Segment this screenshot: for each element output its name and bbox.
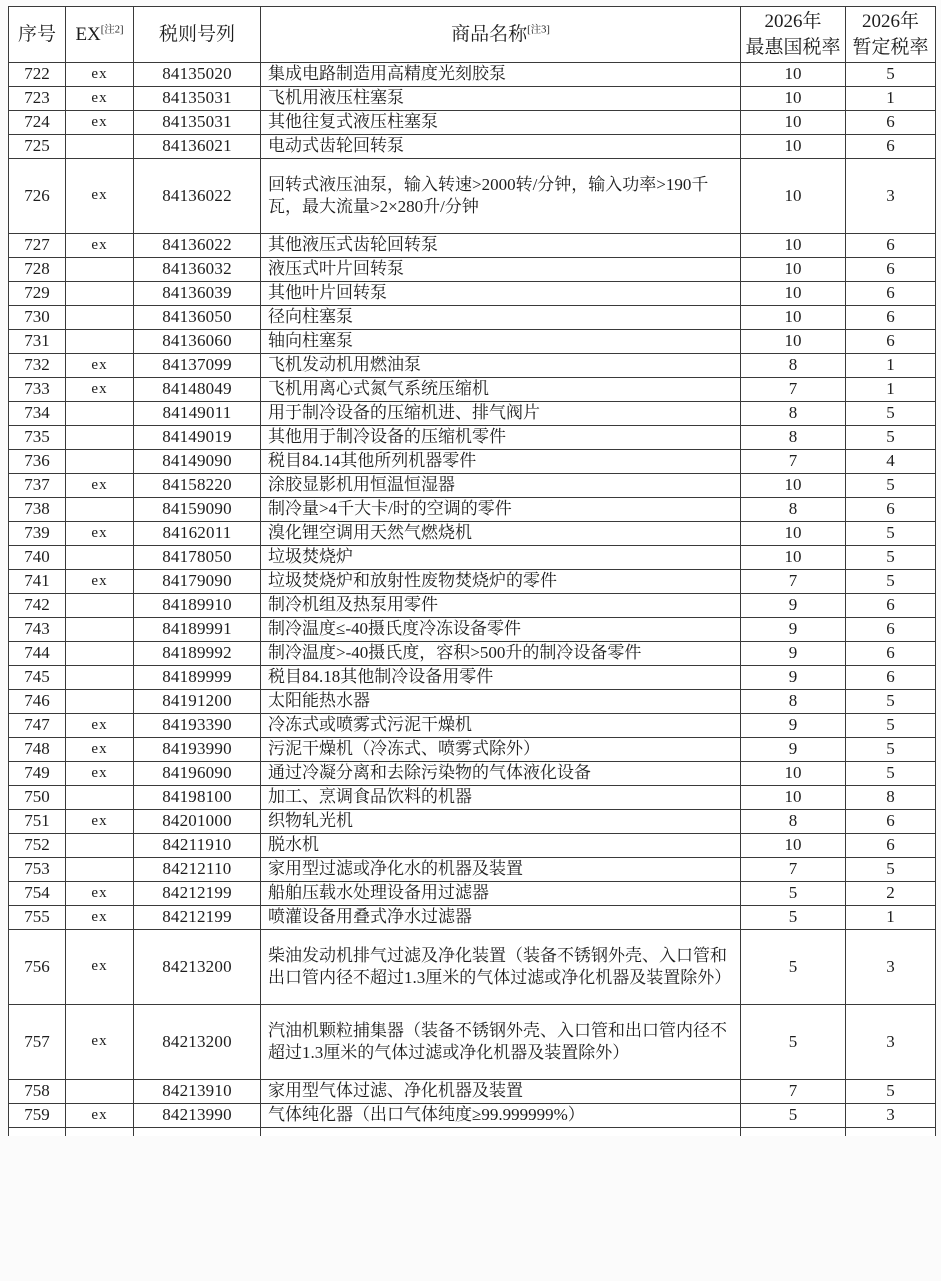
cell-mfn-rate: 8 bbox=[741, 402, 846, 426]
column-header-product-name bbox=[261, 7, 741, 63]
cell-provisional-rate: 5 bbox=[846, 426, 936, 450]
cell-ex-mark bbox=[66, 666, 134, 690]
cell-provisional-rate: 5 bbox=[846, 522, 936, 546]
cell-provisional-rate: 6 bbox=[846, 234, 936, 258]
cell-provisional-rate: 3 bbox=[846, 1005, 936, 1080]
cell-mfn-rate: 9 bbox=[741, 738, 846, 762]
cell-mfn-rate: 10 bbox=[741, 762, 846, 786]
cell-provisional-rate: 5 bbox=[846, 690, 936, 714]
cell-ex-mark: ex bbox=[66, 762, 134, 786]
cell-mfn-rate: 10 bbox=[741, 474, 846, 498]
cell-provisional-rate: 6 bbox=[846, 330, 936, 354]
table-row[interactable] bbox=[9, 234, 936, 258]
cell-tariff-code: 84213200 bbox=[134, 930, 261, 1005]
cell-sequence-number: 723 bbox=[9, 87, 66, 111]
cell-sequence-number: 727 bbox=[9, 234, 66, 258]
cell-ex-mark bbox=[66, 642, 134, 666]
cell-product-name: 径向柱塞泵 bbox=[261, 306, 741, 330]
cell-mfn-rate: 5 bbox=[741, 930, 846, 1005]
table-row[interactable] bbox=[9, 618, 936, 642]
cell-sequence-number: 733 bbox=[9, 378, 66, 402]
cell-mfn-rate: 10 bbox=[741, 258, 846, 282]
cell-sequence-number: 741 bbox=[9, 570, 66, 594]
cell-tariff-code: 84189992 bbox=[134, 642, 261, 666]
cell-mfn-rate: 7 bbox=[741, 1080, 846, 1104]
cell-product-name: 冷冻式或喷雾式污泥干燥机 bbox=[261, 714, 741, 738]
table-row[interactable] bbox=[9, 810, 936, 834]
cell-product-name: 电动式齿轮回转泵 bbox=[261, 135, 741, 159]
cell-sequence-number: 742 bbox=[9, 594, 66, 618]
cell-sequence-number: 730 bbox=[9, 306, 66, 330]
table-row[interactable] bbox=[9, 762, 936, 786]
cell-tariff-code: 84211910 bbox=[134, 834, 261, 858]
cell-mfn-rate: 7 bbox=[741, 858, 846, 882]
cell-sequence-number: 722 bbox=[9, 63, 66, 87]
cell-provisional-rate: 6 bbox=[846, 498, 936, 522]
header-row bbox=[9, 7, 936, 63]
table-row[interactable] bbox=[9, 858, 936, 882]
cell-sequence-number: 754 bbox=[9, 882, 66, 906]
cell-provisional-rate: 1 bbox=[846, 378, 936, 402]
table-row[interactable] bbox=[9, 282, 936, 306]
cell-product-name: 飞机发动机用燃油泵 bbox=[261, 354, 741, 378]
cell-provisional-rate: 5 bbox=[846, 858, 936, 882]
table-row[interactable] bbox=[9, 135, 936, 159]
cell-ex-mark bbox=[66, 282, 134, 306]
cell-sequence-number: 756 bbox=[9, 930, 66, 1005]
cell-product-name: 气体纯化器（出口气体纯度≥99.999999%） bbox=[261, 1104, 741, 1128]
cell-ex-mark bbox=[66, 834, 134, 858]
cell-mfn-rate: 10 bbox=[741, 87, 846, 111]
cell-provisional-rate: 1 bbox=[846, 354, 936, 378]
cell-tariff-code: 84149019 bbox=[134, 426, 261, 450]
cell-provisional-rate: 6 bbox=[846, 594, 936, 618]
cell-product-name: 脱水机 bbox=[261, 834, 741, 858]
cell-sequence-number: 732 bbox=[9, 354, 66, 378]
cell-mfn-rate: 10 bbox=[741, 522, 846, 546]
cell-product-name: 家用型气体过滤、净化机器及装置 bbox=[261, 1080, 741, 1104]
cell-mfn-rate: 10 bbox=[741, 159, 846, 234]
cell-sequence-number: 750 bbox=[9, 786, 66, 810]
cell-provisional-rate: 2 bbox=[846, 882, 936, 906]
cell-tariff-code: 84136060 bbox=[134, 330, 261, 354]
cell-mfn-rate: 9 bbox=[741, 714, 846, 738]
cell-tariff-code: 84149011 bbox=[134, 402, 261, 426]
table-row[interactable] bbox=[9, 714, 936, 738]
cell-tariff-code: 84178050 bbox=[134, 546, 261, 570]
cell-sequence-number: 753 bbox=[9, 858, 66, 882]
cell-sequence-number: 737 bbox=[9, 474, 66, 498]
cell-ex-mark: ex bbox=[66, 1005, 134, 1080]
cell-tariff-code: 84213200 bbox=[134, 1005, 261, 1080]
cell-ex-mark bbox=[66, 690, 134, 714]
cell-ex-mark bbox=[66, 258, 134, 282]
cell-ex-mark bbox=[66, 402, 134, 426]
cell-provisional-rate: 1 bbox=[846, 906, 936, 930]
cell-product-name: 飞机用离心式氮气系统压缩机 bbox=[261, 378, 741, 402]
cell-mfn-rate bbox=[741, 1128, 846, 1137]
cell-sequence-number: 726 bbox=[9, 159, 66, 234]
cell-tariff-code: 84201000 bbox=[134, 810, 261, 834]
table-row[interactable] bbox=[9, 354, 936, 378]
cell-product-name: 溴化锂空调用天然气燃烧机 bbox=[261, 522, 741, 546]
cell-tariff-code: 84189910 bbox=[134, 594, 261, 618]
cell-sequence-number: 746 bbox=[9, 690, 66, 714]
cell-product-name: 涂胶显影机用恒温恒湿器 bbox=[261, 474, 741, 498]
cell-mfn-rate: 10 bbox=[741, 63, 846, 87]
cell-product-name: 制冷温度>-40摄氏度，容积>500升的制冷设备零件 bbox=[261, 642, 741, 666]
cell-provisional-rate: 4 bbox=[846, 450, 936, 474]
cell-ex-mark: ex bbox=[66, 882, 134, 906]
cell-mfn-rate: 7 bbox=[741, 378, 846, 402]
cell-tariff-code: 84136022 bbox=[134, 234, 261, 258]
cell-tariff-code: 84212199 bbox=[134, 906, 261, 930]
cell-ex-mark: ex bbox=[66, 474, 134, 498]
cell-tariff-code: 84135031 bbox=[134, 87, 261, 111]
cell-tariff-code: 84213910 bbox=[134, 1080, 261, 1104]
cell-product-name: 用于制冷设备的压缩机进、排气阀片 bbox=[261, 402, 741, 426]
cell-tariff-code: 84213990 bbox=[134, 1104, 261, 1128]
cell-mfn-rate: 10 bbox=[741, 111, 846, 135]
cell-tariff-code: 84212110 bbox=[134, 858, 261, 882]
cell-product-name: 织物轧光机 bbox=[261, 810, 741, 834]
cell-product-name: 污泥干燥机（冷冻式、喷雾式除外） bbox=[261, 738, 741, 762]
cell-product-name: 柴油发动机排气过滤及净化装置（装备不锈钢外壳、入口管和出口管内径不超过1.3厘米的气体过滤或净化机器及装置除外） bbox=[261, 930, 741, 1005]
cell-product-name: 制冷量>4千大卡/时的空调的零件 bbox=[261, 498, 741, 522]
cell-tariff-code: 84191200 bbox=[134, 690, 261, 714]
cell-product-name: 其他用于制冷设备的压缩机零件 bbox=[261, 426, 741, 450]
column-header-provisional-year: 2026年 bbox=[861, 11, 919, 33]
cell-provisional-rate: 5 bbox=[846, 738, 936, 762]
cell-sequence-number: 743 bbox=[9, 618, 66, 642]
cell-tariff-code: 84158220 bbox=[134, 474, 261, 498]
table-row[interactable] bbox=[9, 330, 936, 354]
cell-provisional-rate: 6 bbox=[846, 666, 936, 690]
cell-mfn-rate: 9 bbox=[741, 594, 846, 618]
cell-tariff-code: 84193990 bbox=[134, 738, 261, 762]
cell-ex-mark: ex bbox=[66, 810, 134, 834]
cell-sequence-number bbox=[9, 1128, 66, 1137]
cell-mfn-rate: 10 bbox=[741, 234, 846, 258]
column-header-product-name-label: 商品名称 bbox=[451, 23, 528, 45]
cell-ex-mark bbox=[66, 546, 134, 570]
cell-product-name: 垃圾焚烧炉和放射性废物焚烧炉的零件 bbox=[261, 570, 741, 594]
column-header-tariff-code bbox=[134, 7, 261, 63]
table-row[interactable] bbox=[9, 306, 936, 330]
cell-tariff-code: 84179090 bbox=[134, 570, 261, 594]
cell-ex-mark bbox=[66, 618, 134, 642]
cell-tariff-code: 84136032 bbox=[134, 258, 261, 282]
cell-mfn-rate: 7 bbox=[741, 570, 846, 594]
cell-product-name: 其他液压式齿轮回转泵 bbox=[261, 234, 741, 258]
cell-ex-mark: ex bbox=[66, 111, 134, 135]
column-header-mfn-label: 最惠国税率 bbox=[745, 36, 841, 58]
cell-product-name: 税目84.18其他制冷设备用零件 bbox=[261, 666, 741, 690]
cell-sequence-number: 729 bbox=[9, 282, 66, 306]
cell-provisional-rate: 5 bbox=[846, 402, 936, 426]
cell-product-name: 喷灌设备用叠式净水过滤器 bbox=[261, 906, 741, 930]
cell-provisional-rate: 5 bbox=[846, 546, 936, 570]
cell-ex-mark bbox=[66, 498, 134, 522]
table-row[interactable] bbox=[9, 738, 936, 762]
cell-tariff-code bbox=[134, 1128, 261, 1137]
cell-mfn-rate: 9 bbox=[741, 618, 846, 642]
column-header-mfn-year: 2026年 bbox=[764, 11, 822, 33]
cell-ex-mark: ex bbox=[66, 714, 134, 738]
cell-ex-mark bbox=[66, 594, 134, 618]
cell-product-name: 其他往复式液压柱塞泵 bbox=[261, 111, 741, 135]
cell-ex-mark bbox=[66, 135, 134, 159]
cell-mfn-rate: 7 bbox=[741, 450, 846, 474]
cell-tariff-code: 84162011 bbox=[134, 522, 261, 546]
cell-sequence-number: 751 bbox=[9, 810, 66, 834]
cell-sequence-number: 758 bbox=[9, 1080, 66, 1104]
table-row[interactable] bbox=[9, 594, 936, 618]
cell-product-name: 通过冷凝分离和去除污染物的气体液化设备 bbox=[261, 762, 741, 786]
column-header-provisional-label: 暂定税率 bbox=[852, 36, 929, 58]
cell-tariff-code: 84135020 bbox=[134, 63, 261, 87]
table-row[interactable] bbox=[9, 474, 936, 498]
column-header-product-name-note: [注3] bbox=[527, 24, 550, 36]
cell-tariff-code: 84189991 bbox=[134, 618, 261, 642]
cell-sequence-number: 748 bbox=[9, 738, 66, 762]
cell-tariff-code: 84193390 bbox=[134, 714, 261, 738]
cell-provisional-rate: 5 bbox=[846, 63, 936, 87]
table-row[interactable] bbox=[9, 834, 936, 858]
cell-provisional-rate: 6 bbox=[846, 642, 936, 666]
cell-mfn-rate: 10 bbox=[741, 282, 846, 306]
table-row[interactable] bbox=[9, 498, 936, 522]
table-row[interactable] bbox=[9, 63, 936, 87]
column-header-ex-label: EX bbox=[75, 23, 101, 45]
cell-ex-mark: ex bbox=[66, 570, 134, 594]
cell-sequence-number: 752 bbox=[9, 834, 66, 858]
cell-mfn-rate: 9 bbox=[741, 642, 846, 666]
cell-product-name: 汽油机颗粒捕集器（装备不锈钢外壳、入口管和出口管内径不超过1.3厘米的气体过滤或净化机器及装置除外） bbox=[261, 1005, 741, 1080]
cell-mfn-rate: 5 bbox=[741, 906, 846, 930]
cell-ex-mark: ex bbox=[66, 522, 134, 546]
cell-provisional-rate: 6 bbox=[846, 282, 936, 306]
table-row[interactable] bbox=[9, 546, 936, 570]
cell-tariff-code: 84198100 bbox=[134, 786, 261, 810]
table-row[interactable] bbox=[9, 1104, 936, 1128]
cell-ex-mark bbox=[66, 450, 134, 474]
cell-sequence-number: 731 bbox=[9, 330, 66, 354]
cell-tariff-code: 84189999 bbox=[134, 666, 261, 690]
cell-tariff-code: 84149090 bbox=[134, 450, 261, 474]
cell-ex-mark bbox=[66, 1128, 134, 1137]
cell-provisional-rate: 5 bbox=[846, 474, 936, 498]
table-row[interactable] bbox=[9, 930, 936, 1005]
cell-provisional-rate: 3 bbox=[846, 1104, 936, 1128]
cell-product-name bbox=[261, 1128, 741, 1137]
cell-provisional-rate: 5 bbox=[846, 1080, 936, 1104]
table-row[interactable] bbox=[9, 570, 936, 594]
cell-sequence-number: 757 bbox=[9, 1005, 66, 1080]
cell-product-name: 加工、烹调食品饮料的机器 bbox=[261, 786, 741, 810]
cell-tariff-code: 84135031 bbox=[134, 111, 261, 135]
cell-sequence-number: 725 bbox=[9, 135, 66, 159]
cell-mfn-rate: 8 bbox=[741, 354, 846, 378]
cell-provisional-rate: 6 bbox=[846, 135, 936, 159]
cell-ex-mark: ex bbox=[66, 378, 134, 402]
cell-mfn-rate: 10 bbox=[741, 306, 846, 330]
cell-sequence-number: 759 bbox=[9, 1104, 66, 1128]
table-row[interactable] bbox=[9, 258, 936, 282]
cell-product-name: 轴向柱塞泵 bbox=[261, 330, 741, 354]
table-row[interactable] bbox=[9, 882, 936, 906]
cell-mfn-rate: 5 bbox=[741, 1104, 846, 1128]
cell-product-name: 制冷机组及热泵用零件 bbox=[261, 594, 741, 618]
cell-mfn-rate: 10 bbox=[741, 786, 846, 810]
table-header bbox=[9, 7, 936, 63]
cell-sequence-number: 724 bbox=[9, 111, 66, 135]
cell-provisional-rate: 1 bbox=[846, 87, 936, 111]
cell-sequence-number: 728 bbox=[9, 258, 66, 282]
cell-mfn-rate: 5 bbox=[741, 882, 846, 906]
cell-sequence-number: 740 bbox=[9, 546, 66, 570]
cell-provisional-rate bbox=[846, 1128, 936, 1137]
cell-ex-mark bbox=[66, 858, 134, 882]
cell-mfn-rate: 8 bbox=[741, 690, 846, 714]
cell-product-name: 太阳能热水器 bbox=[261, 690, 741, 714]
table-row[interactable] bbox=[9, 426, 936, 450]
cell-mfn-rate: 10 bbox=[741, 546, 846, 570]
table-row[interactable] bbox=[9, 1080, 936, 1104]
cell-sequence-number: 736 bbox=[9, 450, 66, 474]
table-row[interactable] bbox=[9, 402, 936, 426]
cell-product-name: 飞机用液压柱塞泵 bbox=[261, 87, 741, 111]
cell-ex-mark: ex bbox=[66, 354, 134, 378]
table-row[interactable] bbox=[9, 1005, 936, 1080]
cell-mfn-rate: 8 bbox=[741, 426, 846, 450]
table-row[interactable] bbox=[9, 378, 936, 402]
cell-provisional-rate: 6 bbox=[846, 810, 936, 834]
cell-ex-mark: ex bbox=[66, 738, 134, 762]
cell-tariff-code: 84136022 bbox=[134, 159, 261, 234]
cell-provisional-rate: 6 bbox=[846, 618, 936, 642]
cell-sequence-number: 739 bbox=[9, 522, 66, 546]
cell-provisional-rate: 5 bbox=[846, 714, 936, 738]
cell-mfn-rate: 10 bbox=[741, 135, 846, 159]
cell-product-name: 船舶压载水处理设备用过滤器 bbox=[261, 882, 741, 906]
cell-sequence-number: 745 bbox=[9, 666, 66, 690]
cell-provisional-rate: 3 bbox=[846, 930, 936, 1005]
table-row[interactable] bbox=[9, 666, 936, 690]
cell-ex-mark: ex bbox=[66, 930, 134, 1005]
cell-mfn-rate: 5 bbox=[741, 1005, 846, 1080]
cell-tariff-code: 84148049 bbox=[134, 378, 261, 402]
cell-ex-mark: ex bbox=[66, 159, 134, 234]
cell-provisional-rate: 8 bbox=[846, 786, 936, 810]
cell-product-name: 家用型过滤或净化水的机器及装置 bbox=[261, 858, 741, 882]
cell-provisional-rate: 3 bbox=[846, 159, 936, 234]
cell-tariff-code: 84137099 bbox=[134, 354, 261, 378]
cell-sequence-number: 755 bbox=[9, 906, 66, 930]
table-row[interactable] bbox=[9, 786, 936, 810]
table-row[interactable] bbox=[9, 1128, 936, 1137]
cell-product-name: 其他叶片回转泵 bbox=[261, 282, 741, 306]
cell-provisional-rate: 5 bbox=[846, 762, 936, 786]
cell-sequence-number: 734 bbox=[9, 402, 66, 426]
cell-provisional-rate: 5 bbox=[846, 570, 936, 594]
cell-tariff-code: 84212199 bbox=[134, 882, 261, 906]
cell-provisional-rate: 6 bbox=[846, 834, 936, 858]
cell-product-name: 税目84.14其他所列机器零件 bbox=[261, 450, 741, 474]
cell-tariff-code: 84136039 bbox=[134, 282, 261, 306]
cell-sequence-number: 738 bbox=[9, 498, 66, 522]
cell-product-name: 液压式叶片回转泵 bbox=[261, 258, 741, 282]
cell-sequence-number: 749 bbox=[9, 762, 66, 786]
cell-ex-mark bbox=[66, 786, 134, 810]
table-row[interactable] bbox=[9, 642, 936, 666]
cell-provisional-rate: 6 bbox=[846, 258, 936, 282]
cell-mfn-rate: 9 bbox=[741, 666, 846, 690]
cell-provisional-rate: 6 bbox=[846, 306, 936, 330]
column-header-ex bbox=[66, 7, 134, 63]
table-row[interactable] bbox=[9, 450, 936, 474]
cell-ex-mark: ex bbox=[66, 906, 134, 930]
cell-ex-mark: ex bbox=[66, 234, 134, 258]
column-header-mfn-rate bbox=[741, 7, 846, 63]
table-row[interactable] bbox=[9, 87, 936, 111]
cell-ex-mark bbox=[66, 306, 134, 330]
cell-product-name: 集成电路制造用高精度光刻胶泵 bbox=[261, 63, 741, 87]
cell-tariff-code: 84159090 bbox=[134, 498, 261, 522]
tariff-table bbox=[8, 6, 936, 1136]
cell-product-name: 垃圾焚烧炉 bbox=[261, 546, 741, 570]
cell-mfn-rate: 10 bbox=[741, 834, 846, 858]
column-header-tariff-code-label: 税则号列 bbox=[158, 23, 235, 45]
cell-tariff-code: 84136050 bbox=[134, 306, 261, 330]
cell-ex-mark: ex bbox=[66, 1104, 134, 1128]
table-row[interactable] bbox=[9, 906, 936, 930]
cell-ex-mark bbox=[66, 426, 134, 450]
column-header-seq bbox=[9, 7, 66, 63]
cell-sequence-number: 744 bbox=[9, 642, 66, 666]
cell-tariff-code: 84196090 bbox=[134, 762, 261, 786]
column-header-provisional-rate bbox=[846, 7, 936, 63]
table-row[interactable] bbox=[9, 111, 936, 135]
cell-ex-mark: ex bbox=[66, 87, 134, 111]
cell-sequence-number: 747 bbox=[9, 714, 66, 738]
cell-product-name: 回转式液压油泵，输入转速>2000转/分钟，输入功率>190千瓦，最大流量>2×280升/分钟 bbox=[261, 159, 741, 234]
cell-provisional-rate: 6 bbox=[846, 111, 936, 135]
column-header-ex-note: [注2] bbox=[100, 24, 124, 36]
cell-ex-mark bbox=[66, 1080, 134, 1104]
table-row[interactable] bbox=[9, 690, 936, 714]
table-row[interactable] bbox=[9, 522, 936, 546]
table-row[interactable] bbox=[9, 159, 936, 234]
table-body bbox=[9, 63, 936, 1137]
cell-ex-mark: ex bbox=[66, 63, 134, 87]
cell-sequence-number: 735 bbox=[9, 426, 66, 450]
cell-ex-mark bbox=[66, 330, 134, 354]
cell-mfn-rate: 8 bbox=[741, 810, 846, 834]
column-header-seq-label: 序号 bbox=[17, 23, 56, 45]
cell-mfn-rate: 10 bbox=[741, 330, 846, 354]
cell-mfn-rate: 8 bbox=[741, 498, 846, 522]
cell-product-name: 制冷温度≤-40摄氏度冷冻设备零件 bbox=[261, 618, 741, 642]
cell-tariff-code: 84136021 bbox=[134, 135, 261, 159]
